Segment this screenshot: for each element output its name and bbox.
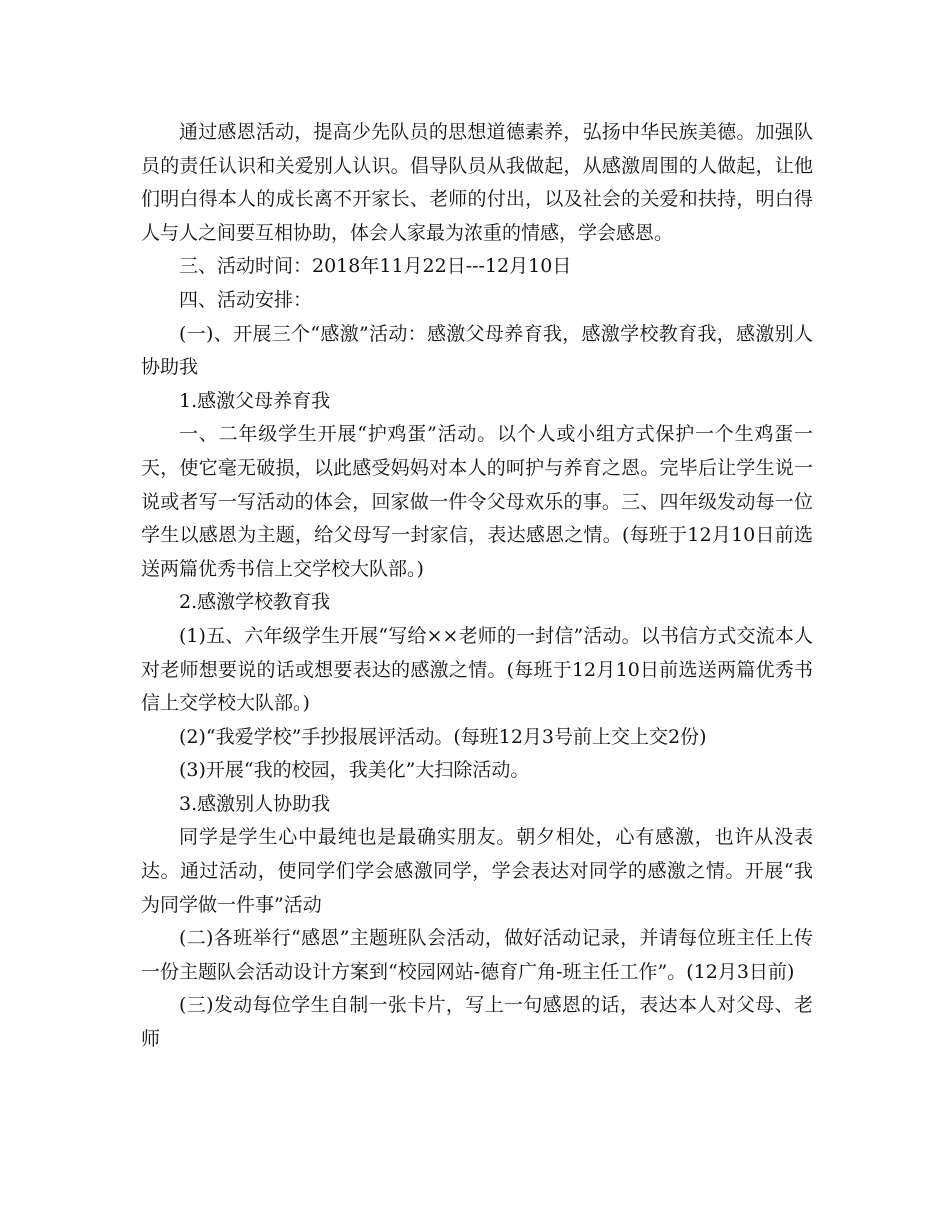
paragraph-subheading-others: 3.感激别人协助我 bbox=[179, 792, 331, 815]
paragraph-subheading-parents: 1.感激父母养育我 bbox=[179, 389, 331, 412]
paragraph-others-activity: 同学是学生心中最纯也是最确实朋友。朝夕相处，心有感激，也许从没表达。通过活动，使同学们学会感激同学，学会表达对同学的感激之情。开展“我为同学做一件事”活动 bbox=[141, 826, 813, 916]
paragraph-school-item-2: (2)“我爱学校”手抄报展评活动。(每班12月3号前上交上交2份) bbox=[179, 725, 707, 748]
paragraph-section-one: (一)、开展三个“感激”活动：感激父母养育我，感激学校教育我，感激别人协助我 bbox=[141, 322, 813, 379]
paragraph-parents-activity: 一、二年级学生开展“护鸡蛋”活动。以个人或小组方式保护一个生鸡蛋一天，使它毫无破损，以此感受妈妈对本人的呵护与养育之恩。完毕后让学生说一说或者写一写活动的体会，回家做一件令父母欢乐的事。三、四年级发动每一位学生以感恩为主题，给父母写一封家信，表达感恩之情。(每班于12月10日前选送两篇优秀书信上交学校大队部。) bbox=[141, 423, 813, 580]
paragraph-school-item-3: (3)开展“我的校园，我美化”大扫除活动。 bbox=[179, 759, 530, 782]
paragraph-school-item-1: (1)五、六年级学生开展“写给××老师的一封信”活动。以书信方式交流本人对老师想要说的话或想要表达的感激之情。(每班于12月10日前选送两篇优秀书信上交学校大队部。) bbox=[141, 624, 813, 715]
paragraph-section-two: (二)各班举行“感恩”主题班队会活动，做好活动记录，并请每位班主任上传一份主题队会活动设计方案到“校园网站-德育广角-班主任工作”。(12月3日前) bbox=[141, 927, 813, 983]
paragraph-activity-arrangement-heading: 四、活动安排： bbox=[179, 288, 313, 311]
paragraph-subheading-school: 2.感激学校教育我 bbox=[179, 591, 331, 614]
paragraph-purpose: 通过感恩活动，提高少先队员的思想道德素养，弘扬中华民族美德。加强队员的责任认识和关爱别人认识。倡导队员从我做起，从感激周围的人做起，让他们明白得本人的成长离不开家长、老师的付出，以及社会的关爱和扶持，明白得人与人之间要互相协助，体会人家最为浓重的情感，学会感恩。 bbox=[141, 121, 813, 244]
paragraph-section-three: (三)发动每位学生自制一张卡片，写上一句感恩的话，表达本人对父母、老师 bbox=[141, 994, 813, 1051]
document-body bbox=[141, 116, 813, 1057]
paragraph-activity-time: 三、活动时间：2018年11月22日---12月10日 bbox=[179, 255, 572, 278]
